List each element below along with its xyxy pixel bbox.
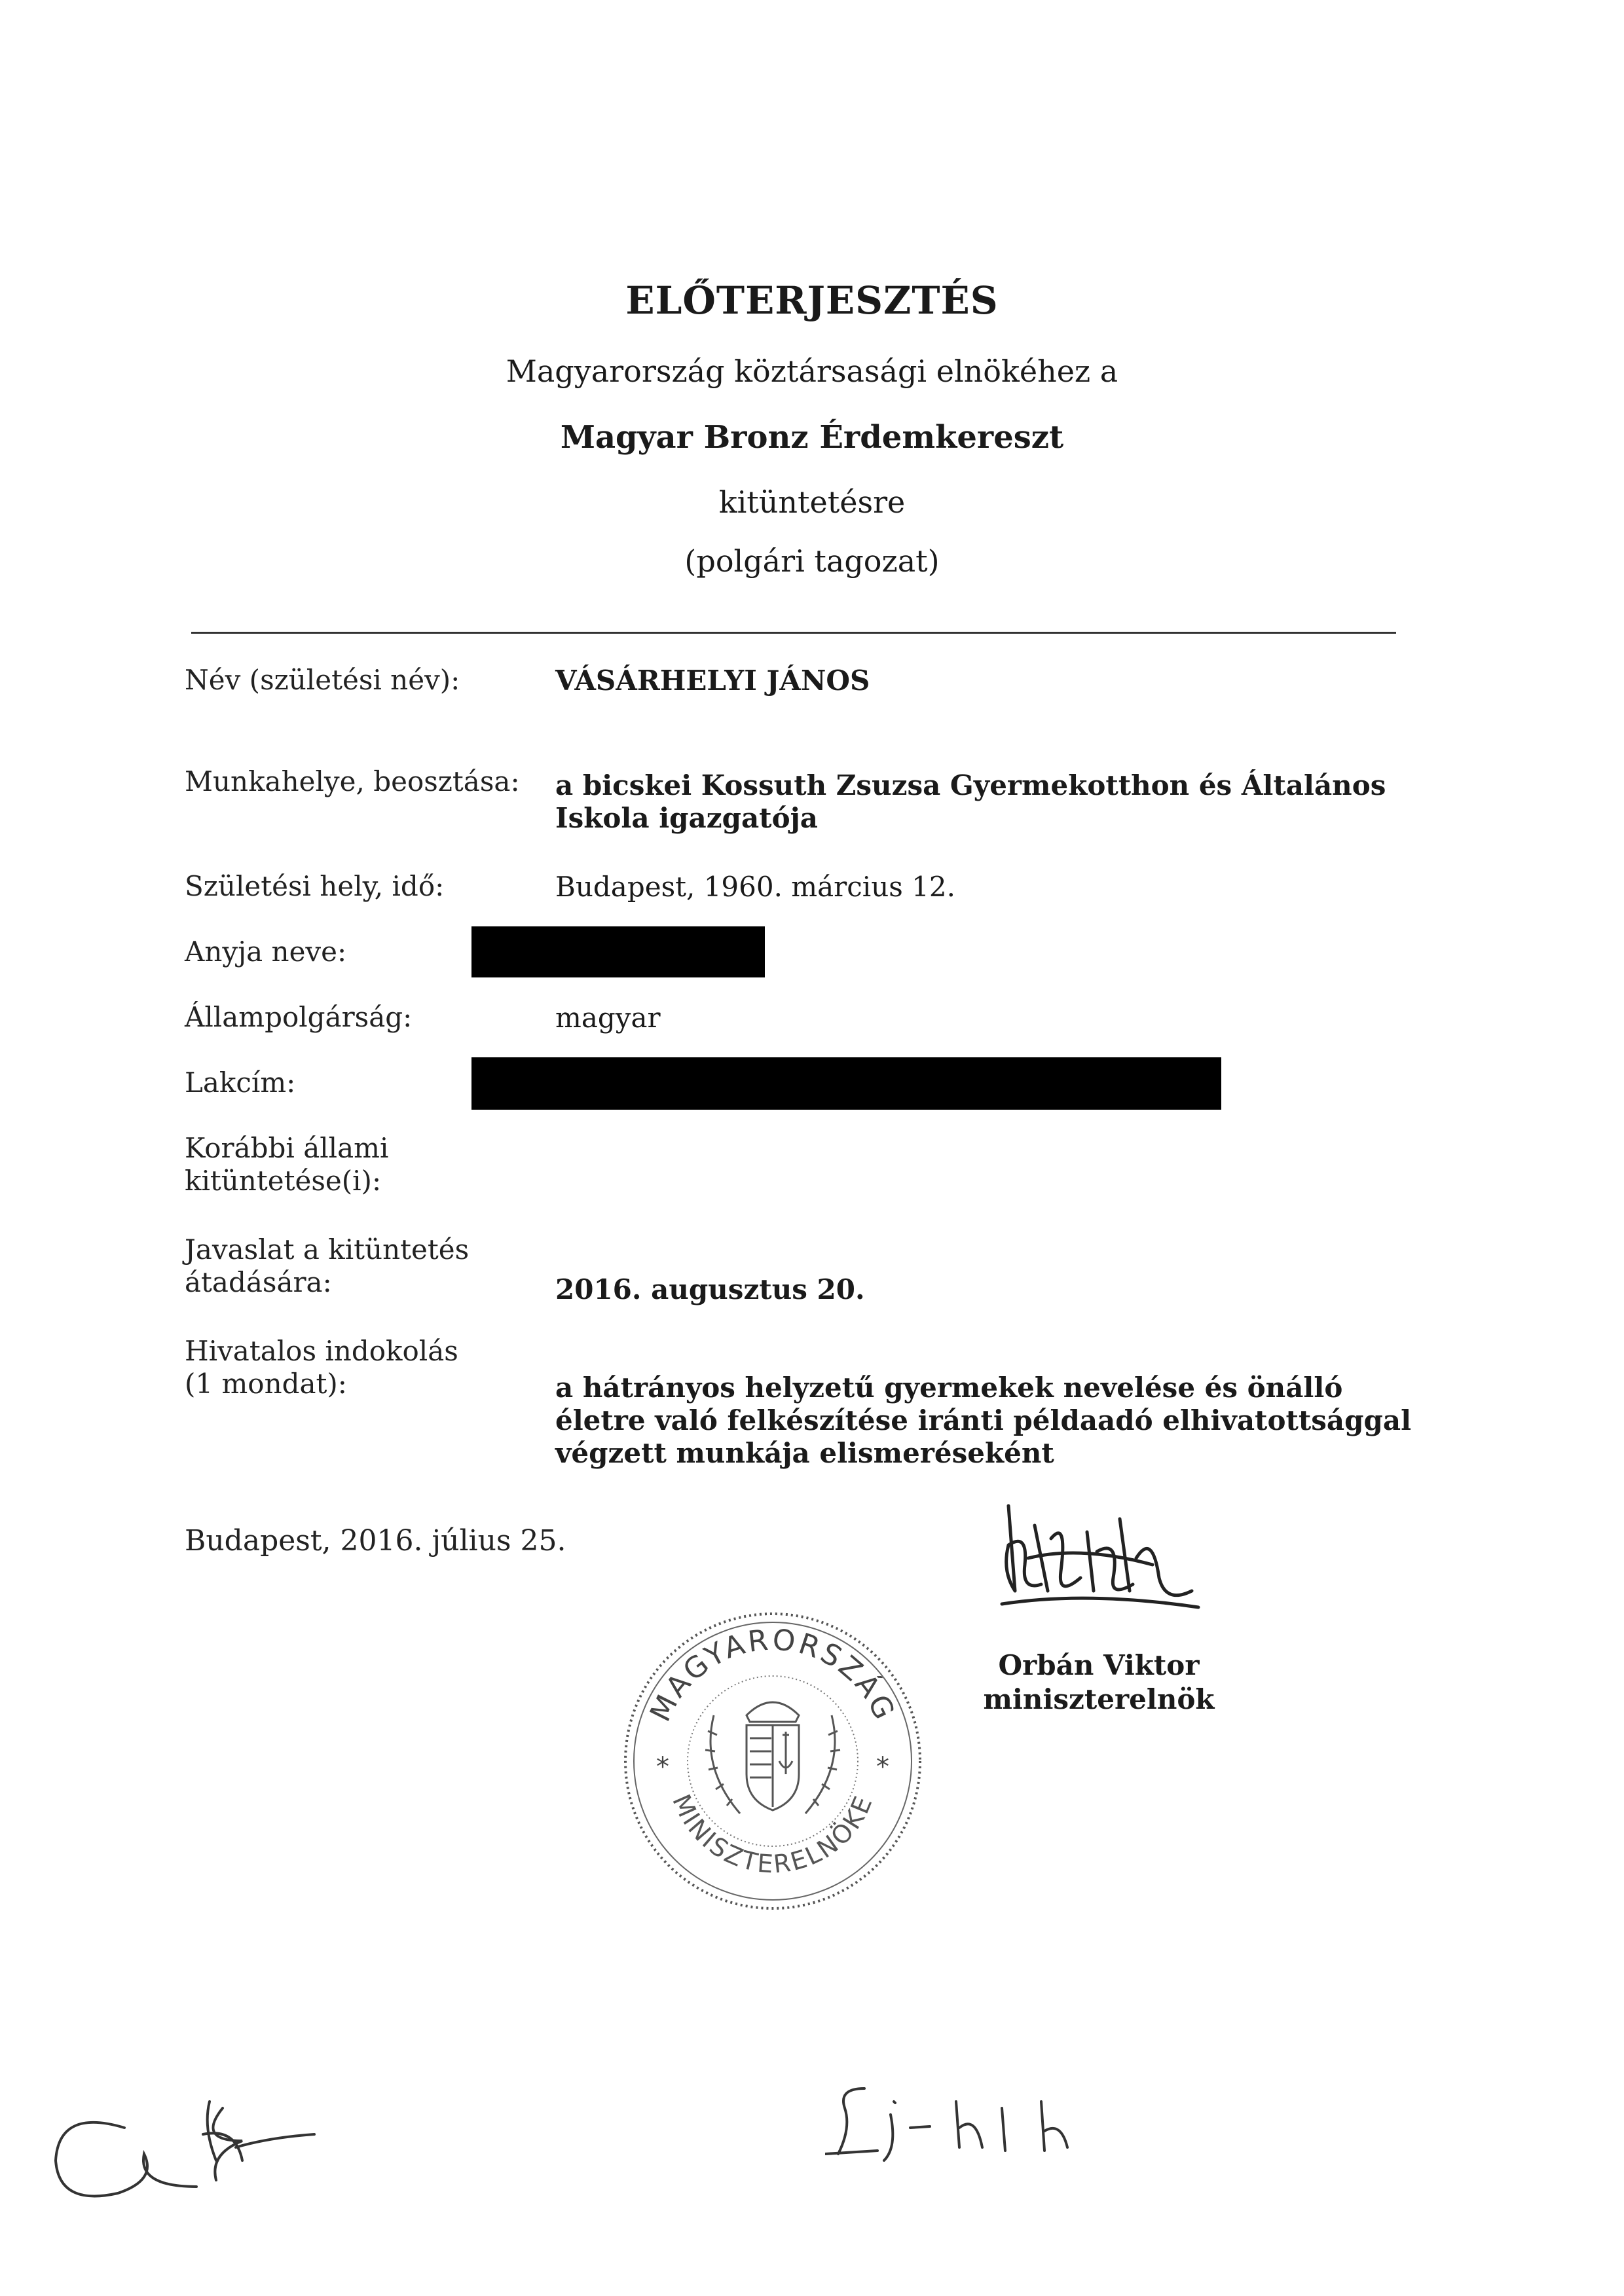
svg-text:MAGYARORSZÁG <box>644 1623 902 1726</box>
document-title: ELŐTERJESZTÉS <box>625 278 999 323</box>
reason-value-line2: életre való felkészítése iránti példaadó elhivatottsággal <box>555 1404 1412 1436</box>
address-label: Lakcím: <box>185 1066 296 1099</box>
seal-text-top: MAGYARORSZÁG <box>643 1623 902 1727</box>
seal-text-bottom: MINISZTERELNÖKE <box>667 1790 879 1879</box>
address-redaction <box>471 1057 1221 1110</box>
reason-value-line1: a hátrányos helyzetű gyermekek nevelése és önálló <box>555 1372 1343 1404</box>
birth-value: Budapest, 1960. március 12. <box>555 871 955 903</box>
header-divider <box>191 632 1396 634</box>
previous-awards-label-line2: kitüntetése(i): <box>185 1165 382 1197</box>
coat-of-arms-icon <box>705 1702 840 1813</box>
signer-name: Orbán Viktor <box>998 1649 1200 1681</box>
place-date: Budapest, 2016. július 25. <box>185 1524 566 1558</box>
name-label: Név (születési név): <box>185 664 460 696</box>
svg-text:*: * <box>656 1752 669 1782</box>
reason-label-line2: (1 mondat): <box>185 1368 347 1400</box>
citizenship-label: Állampolgárság: <box>185 1001 413 1033</box>
previous-awards-label-line1: Korábbi állami <box>185 1132 389 1164</box>
name-value: VÁSÁRHELYI JÁNOS <box>555 665 870 697</box>
handwritten-initials-left <box>46 2088 321 2219</box>
reason-label-line1: Hivatalos indokolás <box>185 1335 458 1367</box>
mother-name-redaction <box>471 926 765 977</box>
prime-minister-signature <box>989 1493 1205 1630</box>
proposal-label-line1: Javaslat a kitüntetés <box>185 1233 470 1266</box>
proposal-label-line2: átadására: <box>185 1266 332 1298</box>
handwritten-initials-center <box>825 2075 1126 2167</box>
purpose-line: kitüntetésre <box>718 484 906 520</box>
svg-text:*: * <box>876 1752 889 1782</box>
official-seal <box>616 1604 930 1918</box>
proposal-date-value: 2016. augusztus 20. <box>555 1273 865 1305</box>
citizenship-value: magyar <box>555 1002 661 1034</box>
workplace-value-line1: a bicskei Kossuth Zsuzsa Gyermekotthon és Általános <box>555 769 1386 801</box>
signer-block <box>961 1649 1236 1717</box>
workplace-value-line2: Iskola igazgatója <box>555 802 818 834</box>
award-name: Magyar Bronz Érdemkereszt <box>560 419 1064 456</box>
mother-name-label: Anyja neve: <box>185 936 347 968</box>
reason-value-line3: végzett munkája elismeréseként <box>555 1437 1054 1469</box>
workplace-label: Munkahelye, beosztása: <box>185 765 520 797</box>
signer-title: miniszterelnök <box>983 1683 1215 1715</box>
addressee-line: Magyarország köztársasági elnökéhez a <box>506 354 1118 389</box>
birth-label: Születési hely, idő: <box>185 870 445 902</box>
section-line: (polgári tagozat) <box>684 543 940 579</box>
